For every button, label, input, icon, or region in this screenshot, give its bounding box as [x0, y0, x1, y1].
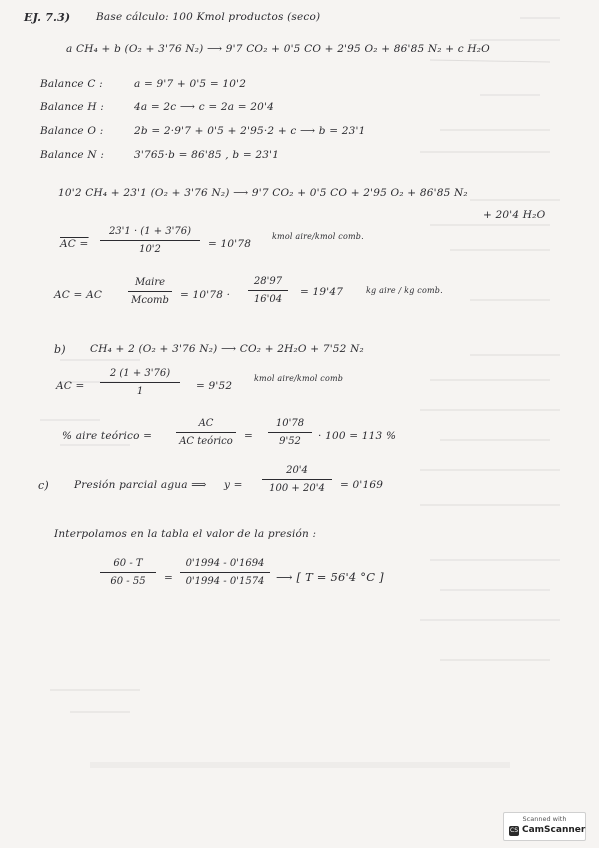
numeric-reaction-continued: + 20'4 H₂O [483, 209, 546, 221]
fraction-bar [100, 572, 156, 573]
exercise-number: EJ. 7.3) [24, 11, 71, 24]
balance-label: Balance N : [40, 149, 105, 161]
fraction-numerator: 60 - T [113, 558, 143, 569]
interpolated-temperature-result: ⟶ [ T = 56'4 °C ] [276, 570, 384, 584]
fraction-denominator: 16'04 [253, 294, 283, 305]
ac-theoretical-unit: kmol aire/kmol comb [254, 374, 344, 383]
balance-equation: a = 9'7 + 0'5 = 10'2 [134, 78, 247, 90]
ac-molar-unit: kmol aire/kmol comb. [272, 232, 364, 241]
percent-values-fraction [268, 418, 312, 447]
balance-equation: 4a = 2c ⟶ c = 2a = 20'4 [134, 101, 274, 113]
general-reaction: a CH₄ + b (O₂ + 3'76 N₂) ⟶ 9'7 CO₂ + 0'5 CO + 2'95 O₂ + 86'85 N₂ + c H₂O [66, 43, 490, 55]
mole-fraction-result: = 0'169 [340, 479, 384, 491]
fraction-numerator: Maire [134, 277, 166, 288]
percent-theoretical-label: % aire teórico = [62, 430, 153, 442]
fraction-denominator: 10'2 [139, 244, 161, 255]
ac-theoretical-fraction [100, 368, 180, 397]
partial-pressure-text: Presión parcial agua ⟹ [74, 479, 207, 491]
balance-label: Balance C : [40, 78, 103, 90]
ac-mass-unit: kg aire / kg comb. [366, 286, 443, 295]
molar-mass-values [248, 276, 288, 305]
fraction-bar [262, 479, 332, 480]
balance-equation: 2b = 2·9'7 + 0'5 + 2'95·2 + c ⟶ b = 23'1 [134, 125, 366, 137]
fraction-denominator: 60 - 55 [110, 576, 146, 587]
temperature-fraction [100, 558, 156, 587]
calculation-basis: Base cálculo: 100 Kmol productos (seco) [96, 11, 321, 23]
mole-fraction-label: y = [224, 479, 243, 491]
fraction-numerator: 23'1 · (1 + 3'76) [108, 226, 192, 237]
fraction-denominator: 9'52 [279, 436, 301, 447]
theoretical-reaction: CH₄ + 2 (O₂ + 3'76 N₂) ⟶ CO₂ + 2H₂O + 7'52 N₂ [90, 343, 364, 355]
watermark-brand: CamScanner [522, 825, 586, 835]
fraction-bar [128, 291, 172, 292]
ac-molar-label: AC = [60, 238, 89, 250]
fraction-numerator: 20'4 [286, 465, 308, 476]
pressure-fraction [180, 558, 270, 587]
ac-theoretical-result: = 9'52 [196, 380, 233, 392]
numeric-reaction: 10'2 CH₄ + 23'1 (O₂ + 3'76 N₂) ⟶ 9'7 CO₂ + 0'5 CO + 2'95 O₂ + 86'85 N₂ [58, 187, 468, 199]
equals-sign: = [164, 572, 173, 584]
fraction-bar [176, 432, 236, 433]
ac-molar-fraction [100, 226, 200, 255]
fraction-denominator: 0'1994 - 0'1574 [185, 576, 265, 587]
fraction-bar [268, 432, 312, 433]
fraction-denominator: AC teórico [179, 436, 233, 447]
fraction-numerator: 2 (1 + 3'76) [109, 368, 171, 379]
molar-mass-ratio [128, 277, 172, 306]
camscanner-logo-icon: CS [510, 827, 518, 834]
fraction-numerator: 0'1994 - 0'1694 [185, 558, 265, 569]
percent-theoretical-result: · 100 = 113 % [318, 430, 397, 442]
percent-ratio-fraction [176, 418, 236, 447]
ac-molar-result: = 10'78 [208, 238, 252, 250]
fraction-bar [180, 572, 270, 573]
equals-sign: = [244, 430, 253, 442]
fraction-numerator: 28'97 [253, 276, 283, 287]
fraction-bar [100, 382, 180, 383]
fraction-denominator: Mcomb [131, 295, 169, 306]
ac-theoretical-label: AC = [56, 380, 85, 392]
ac-mass-label: AC = AC [54, 289, 103, 301]
mole-fraction [262, 465, 332, 494]
fraction-denominator: 1 [136, 386, 144, 397]
balance-label: Balance O : [40, 125, 104, 137]
fraction-numerator: 10'78 [275, 418, 305, 429]
camscanner-watermark [503, 812, 586, 841]
fraction-denominator: 100 + 20'4 [269, 483, 325, 494]
ac-mass-result: = 19'47 [300, 286, 344, 298]
interpolation-text: Interpolamos en la tabla el valor de la presión : [54, 528, 317, 540]
part-b-label: b) [54, 343, 66, 356]
fraction-bar [248, 290, 288, 291]
watermark-caption: Scanned with [522, 815, 567, 823]
fraction-numerator: AC [198, 418, 214, 429]
balance-label: Balance H : [40, 101, 105, 113]
ac-mass-multiplier: = 10'78 · [180, 289, 231, 301]
fraction-bar [100, 240, 200, 241]
part-c-label: c) [38, 479, 49, 492]
balance-equation: 3'765·b = 86'85 , b = 23'1 [134, 149, 280, 161]
